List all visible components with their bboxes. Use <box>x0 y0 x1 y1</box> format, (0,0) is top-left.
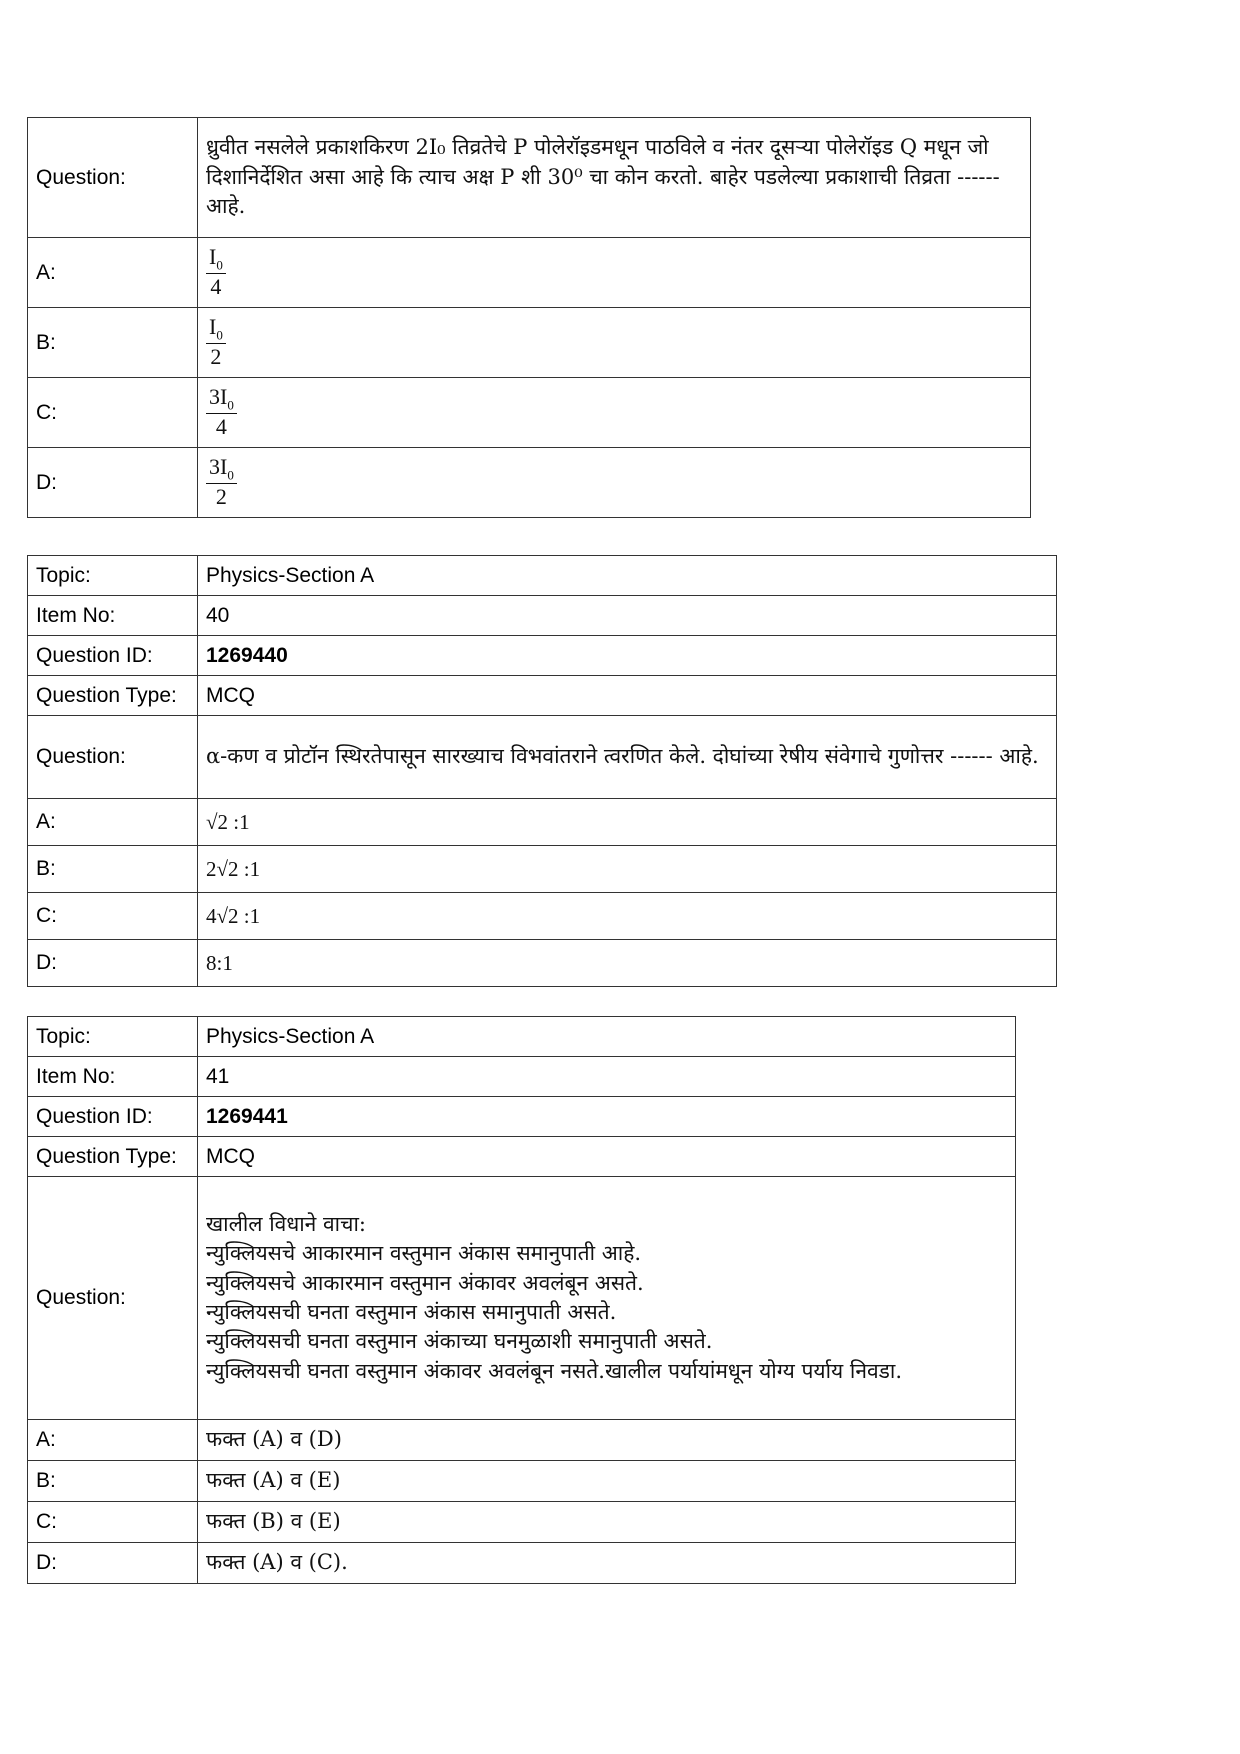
question-id-label: Question ID: <box>28 1097 198 1137</box>
fraction: $\frac{I_0}{4}$ <box>206 244 226 300</box>
option-b-label: B: <box>28 308 198 378</box>
option-a-value: √2 :1 <box>198 799 1057 846</box>
option-c-label: C: <box>28 378 198 448</box>
option-b-label: B: <box>28 1461 198 1502</box>
question-type-row <box>28 676 1057 716</box>
option-d-label: D: <box>28 1543 198 1584</box>
option-a-value: फक्त (A) व (D) <box>198 1420 1016 1461</box>
question-label: Question: <box>28 118 198 238</box>
option-b-value: 2√2 :1 <box>198 846 1057 893</box>
question-row <box>28 716 1057 799</box>
option-a-label: A: <box>28 799 198 846</box>
option-d-value <box>198 448 1031 518</box>
option-c-value: फक्त (B) व (E) <box>198 1502 1016 1543</box>
item-no-label: Item No: <box>28 1057 198 1097</box>
option-c-label: C: <box>28 1502 198 1543</box>
topic-row <box>28 556 1057 596</box>
question-id-value: 1269440 <box>198 636 1057 676</box>
option-c-row <box>28 1502 1016 1543</box>
question-id-value: 1269441 <box>198 1097 1016 1137</box>
item-no-row <box>28 596 1057 636</box>
option-a-row <box>28 799 1057 846</box>
option-c-value <box>198 378 1031 448</box>
question-row <box>28 118 1031 238</box>
fraction: $\frac{3I_0}{2}$ <box>206 454 237 510</box>
question-line: खालील विधाने वाचा: <box>206 1211 366 1236</box>
item-no-value: 40 <box>198 596 1057 636</box>
question-text: ध्रुवीत नसलेले प्रकाशकिरण 2I₀ तिव्रतेचे P पोलेरॉइडमधून पाठविले व नंतर दूसऱ्या पोलेरॉइड Q मधून जो दिशानिर्देशित असा आहे कि त्याच अक्ष P शी 30⁰ चा कोन करतो. बाहेर पडलेल्या प्रकाशाची तिव्रता ------ आहे. <box>198 118 1031 238</box>
fraction: $\frac{I_0}{2}$ <box>206 314 226 370</box>
item-no-row <box>28 1057 1016 1097</box>
option-b-row <box>28 1461 1016 1502</box>
question-line: न्युक्लियसचे आकारमान वस्तुमान अंकावर अवलंबून असते. <box>206 1270 644 1295</box>
option-a-row <box>28 1420 1016 1461</box>
question-line: न्युक्लियसची घनता वस्तुमान अंकाच्या घनमुळाशी समानुपाती असते. <box>206 1329 713 1354</box>
topic-label: Topic: <box>28 1017 198 1057</box>
question-label: Question: <box>28 1177 198 1420</box>
option-d-value: 8:1 <box>198 940 1057 987</box>
topic-label: Topic: <box>28 556 198 596</box>
option-a-row <box>28 238 1031 308</box>
item-no-label: Item No: <box>28 596 198 636</box>
option-c-value: 4√2 :1 <box>198 893 1057 940</box>
topic-value: Physics-Section A <box>198 1017 1016 1057</box>
question-type-label: Question Type: <box>28 676 198 716</box>
option-d-row <box>28 448 1031 518</box>
question-line: न्युक्लियसचे आकारमान वस्तुमान अंकास समानुपाती आहे. <box>206 1241 642 1266</box>
question-id-row <box>28 1097 1016 1137</box>
question-39-table <box>27 117 1031 518</box>
option-b-value <box>198 308 1031 378</box>
question-type-value: MCQ <box>198 1137 1016 1177</box>
option-a-label: A: <box>28 1420 198 1461</box>
item-no-value: 41 <box>198 1057 1016 1097</box>
question-text: α-कण व प्रोटॉन स्थिरतेपासून सारख्याच विभवांतराने त्वरणित केले. दोघांच्या रेषीय संवेगाचे गुणोत्तर ------ आहे. <box>198 716 1057 799</box>
fraction: $\frac{3I_0}{4}$ <box>206 384 237 440</box>
option-c-row <box>28 378 1031 448</box>
option-d-value: फक्त (A) व (C). <box>198 1543 1016 1584</box>
question-text <box>198 1177 1016 1420</box>
question-id-row <box>28 636 1057 676</box>
option-a-value <box>198 238 1031 308</box>
question-41-table <box>27 1016 1016 1584</box>
option-a-label: A: <box>28 238 198 308</box>
question-id-label: Question ID: <box>28 636 198 676</box>
question-label: Question: <box>28 716 198 799</box>
question-type-label: Question Type: <box>28 1137 198 1177</box>
topic-value: Physics-Section A <box>198 556 1057 596</box>
option-c-row <box>28 893 1057 940</box>
question-type-row <box>28 1137 1016 1177</box>
question-row <box>28 1177 1016 1420</box>
question-line: न्युक्लियसची घनता वस्तुमान अंकावर अवलंबून नसते.खालील पर्यायांमधून योग्य पर्याय निवडा. <box>206 1358 903 1383</box>
option-c-label: C: <box>28 893 198 940</box>
topic-row <box>28 1017 1016 1057</box>
question-type-value: MCQ <box>198 676 1057 716</box>
option-d-row <box>28 940 1057 987</box>
option-d-label: D: <box>28 940 198 987</box>
option-b-row <box>28 308 1031 378</box>
question-line: न्युक्लियसची घनता वस्तुमान अंकास समानुपाती असते. <box>206 1300 617 1324</box>
option-d-label: D: <box>28 448 198 518</box>
question-40-table <box>27 555 1057 987</box>
option-b-row <box>28 846 1057 893</box>
option-d-row <box>28 1543 1016 1584</box>
option-b-value: फक्त (A) व (E) <box>198 1461 1016 1502</box>
option-b-label: B: <box>28 846 198 893</box>
